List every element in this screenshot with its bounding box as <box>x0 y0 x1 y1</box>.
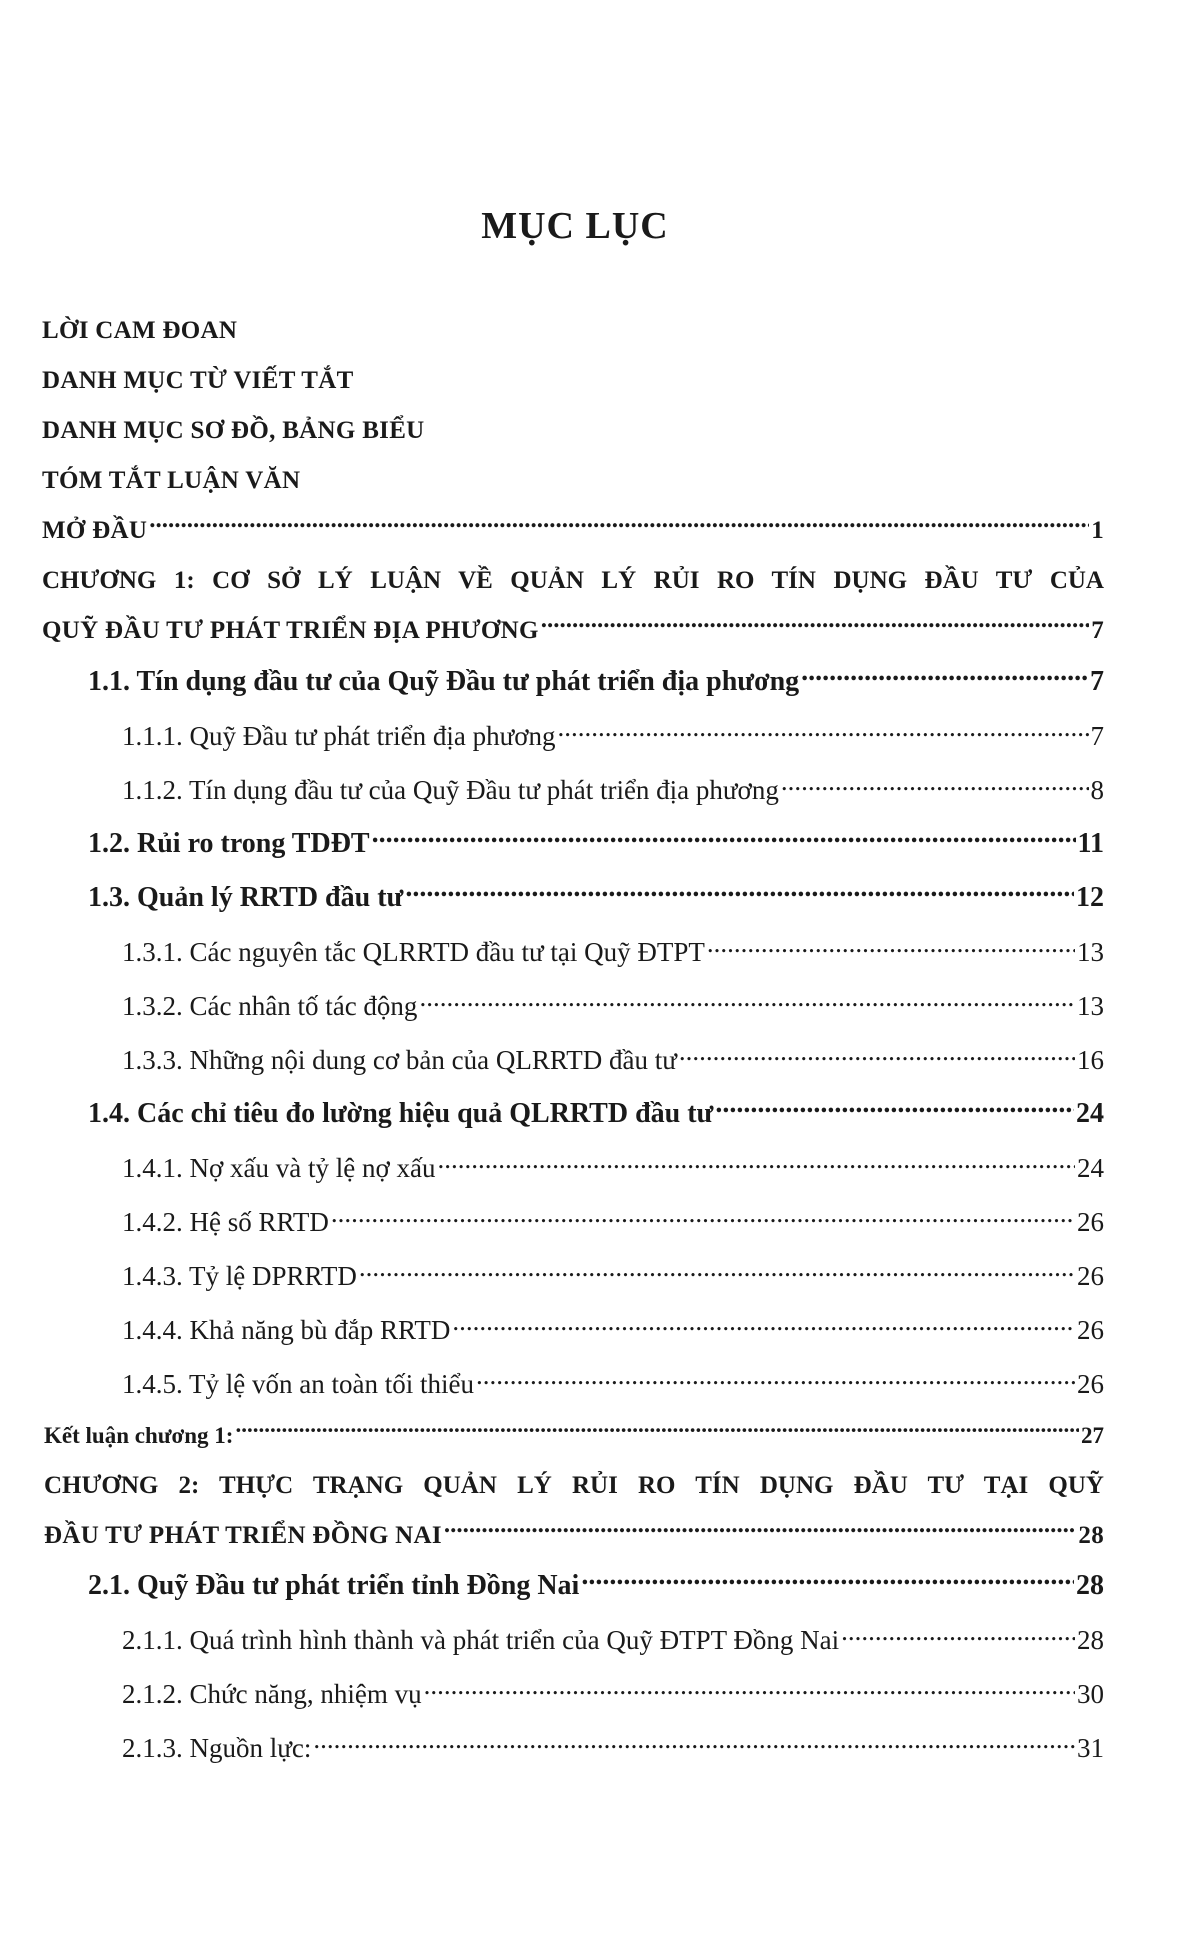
chapter-heading-line: CHƯƠNG 2: THỰC TRẠNG QUẢN LÝ RỦI RO TÍN DỤNG ĐẦU TƯ TẠI QUỸ <box>44 1472 1104 1499</box>
toc-entry-page: 13 <box>1077 991 1104 1021</box>
toc-entry <box>42 511 1104 551</box>
toc-entry <box>44 1416 1104 1456</box>
dot-leader <box>476 1366 1075 1393</box>
toc-entry <box>122 1202 1104 1242</box>
toc-entry-title: 1.1.2. Tín dụng đầu tư của Quỹ Đầu tư phát triển địa phương <box>122 775 779 805</box>
toc-entry <box>122 1620 1104 1660</box>
toc-entry <box>88 1094 1104 1134</box>
dot-leader <box>557 718 1088 745</box>
toc-entry-page: 12 <box>1076 882 1104 913</box>
toc-entry-title: MỞ ĐẦU <box>42 517 148 544</box>
dot-leader <box>452 1312 1075 1339</box>
toc-entry-title: 1.4.4. Khả năng bù đắp RRTD <box>122 1315 451 1345</box>
toc-entry-title: 1.4.1. Nợ xấu và tỷ lệ nợ xấu <box>122 1153 436 1183</box>
toc-entry <box>122 716 1104 756</box>
dot-leader <box>781 772 1089 799</box>
toc-entry <box>122 1310 1104 1350</box>
toc-entry-title: 1.3.3. Những nội dung cơ bản của QLRRTD đầu tư <box>122 1045 677 1075</box>
toc-entry-page: 24 <box>1076 1098 1104 1129</box>
dot-leader <box>707 934 1075 961</box>
toc-entry-page: 7 <box>1090 721 1104 751</box>
toc-entry-page: 26 <box>1077 1369 1104 1399</box>
toc-entry-page: 28 <box>1078 1522 1104 1549</box>
toc-entry <box>88 878 1104 918</box>
toc-entry-title: 1.4.2. Hệ số RRTD <box>122 1207 329 1237</box>
toc-entry-page: 11 <box>1077 828 1104 859</box>
toc-entry <box>122 1728 1104 1768</box>
dot-leader <box>405 878 1074 906</box>
toc-entry <box>42 611 1104 651</box>
toc-entry-title: 1.3.2. Các nhân tố tác động <box>122 991 418 1021</box>
toc-entry-title: ĐẦU TƯ PHÁT TRIỂN ĐỒNG NAI <box>44 1522 442 1549</box>
toc-entry <box>122 1674 1104 1714</box>
toc-entry-title: 1.3. Quản lý RRTD đầu tư <box>88 882 404 913</box>
toc-entry <box>122 986 1104 1026</box>
toc-entry-title: 1.1. Tín dụng đầu tư của Quỹ Đầu tư phát triển địa phương <box>88 666 800 697</box>
toc-entry <box>122 1040 1104 1080</box>
dot-leader <box>235 1420 1079 1443</box>
front-matter-item: TÓM TẮT LUẬN VĂN <box>42 467 301 494</box>
toc-entry-title: 1.4. Các chỉ tiêu đo lường hiệu quả QLRRTD đầu tư <box>88 1098 714 1129</box>
toc-entry <box>122 1364 1104 1404</box>
toc-entry-page: 28 <box>1077 1625 1104 1655</box>
page-title: MỤC LỤC <box>481 205 669 247</box>
toc-entry-page: 8 <box>1090 775 1104 805</box>
toc-entry <box>88 1566 1104 1606</box>
dot-leader <box>841 1622 1075 1649</box>
toc-entry-page: 27 <box>1081 1423 1104 1448</box>
toc-entry <box>122 770 1104 810</box>
toc-entry-title: Kết luận chương 1: <box>44 1423 234 1448</box>
dot-leader <box>444 1518 1076 1543</box>
dot-leader <box>581 1566 1074 1594</box>
toc-entry-page: 28 <box>1076 1570 1104 1601</box>
dot-leader <box>801 662 1088 690</box>
toc-entry-title: 1.4.3. Tỷ lệ DPRRTD <box>122 1261 357 1291</box>
toc-entry-page: 7 <box>1090 666 1104 697</box>
toc-entry-page: 7 <box>1091 617 1104 644</box>
toc-entry <box>88 824 1104 864</box>
chapter-heading-line: CHƯƠNG 1: CƠ SỞ LÝ LUẬN VỀ QUẢN LÝ RỦI RO TÍN DỤNG ĐẦU TƯ CỦA <box>42 567 1104 594</box>
dot-leader <box>372 824 1076 852</box>
toc-entry <box>44 1516 1104 1556</box>
dot-leader <box>419 988 1075 1015</box>
dot-leader <box>438 1150 1076 1177</box>
toc-entry-title: 2.1.3. Nguồn lực: <box>122 1733 312 1763</box>
toc-entry-title: 1.2. Rủi ro trong TDĐT <box>88 828 370 859</box>
toc-entry-page: 26 <box>1077 1315 1104 1345</box>
toc-entry <box>122 1256 1104 1296</box>
toc-entry-page: 16 <box>1077 1045 1104 1075</box>
dot-leader <box>715 1094 1074 1122</box>
toc-entry-title: 2.1. Quỹ Đầu tư phát triển tỉnh Đồng Nai <box>88 1570 580 1601</box>
toc-entry-title: 1.1.1. Quỹ Đầu tư phát triển địa phương <box>122 721 556 751</box>
toc-entry <box>88 662 1104 702</box>
toc-entry-page: 31 <box>1077 1733 1104 1763</box>
toc-entry-page: 26 <box>1077 1207 1104 1237</box>
dot-leader <box>424 1676 1075 1703</box>
dot-leader <box>149 513 1089 538</box>
front-matter-item: DANH MỤC TỪ VIẾT TẮT <box>42 367 354 394</box>
front-matter-item: DANH MỤC SƠ ĐỒ, BẢNG BIỂU <box>42 417 425 444</box>
dot-leader <box>331 1204 1075 1231</box>
dot-leader <box>541 613 1090 638</box>
toc-entry <box>122 932 1104 972</box>
dot-leader <box>313 1730 1075 1757</box>
toc-entry-page: 1 <box>1091 517 1104 544</box>
toc-entry-page: 24 <box>1077 1153 1104 1183</box>
toc-entry-title: 2.1.2. Chức năng, nhiệm vụ <box>122 1679 422 1709</box>
toc-entry-page: 30 <box>1077 1679 1104 1709</box>
toc-entry-title: QUỸ ĐẦU TƯ PHÁT TRIỂN ĐỊA PHƯƠNG <box>42 617 539 644</box>
toc-entry-page: 26 <box>1077 1261 1104 1291</box>
toc-entry-title: 1.3.1. Các nguyên tắc QLRRTD đầu tư tại Quỹ ĐTPT <box>122 937 705 967</box>
dot-leader <box>359 1258 1075 1285</box>
toc-entry-title: 1.4.5. Tỷ lệ vốn an toàn tối thiểu <box>122 1369 474 1399</box>
dot-leader <box>679 1042 1075 1069</box>
toc-entry <box>122 1148 1104 1188</box>
toc-entry-title: 2.1.1. Quá trình hình thành và phát triển của Quỹ ĐTPT Đồng Nai <box>122 1625 840 1655</box>
front-matter-item: LỜI CAM ĐOAN <box>42 317 238 344</box>
toc-entry-page: 13 <box>1077 937 1104 967</box>
